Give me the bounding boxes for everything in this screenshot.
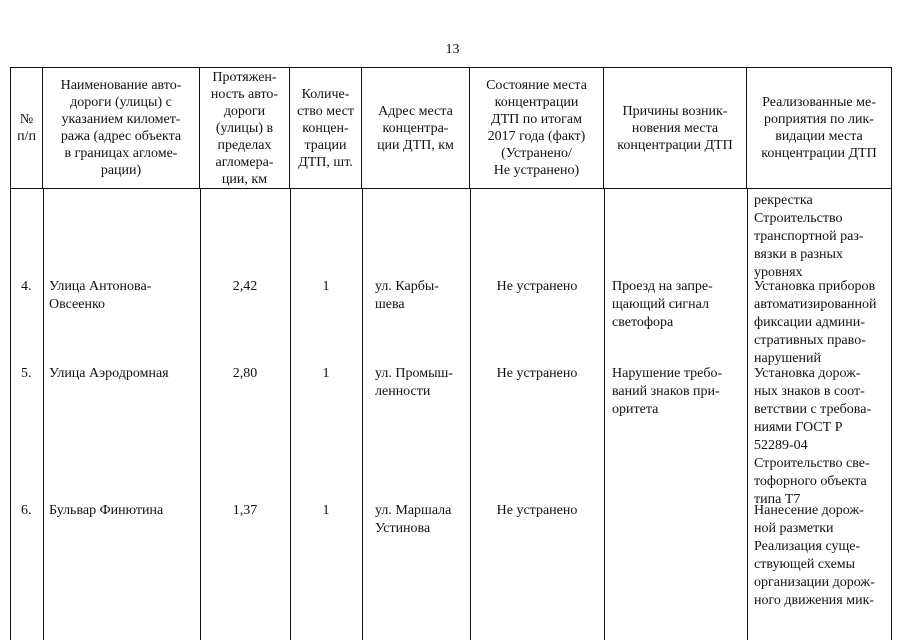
row-address: ул. Маршала Устинова — [375, 503, 452, 536]
row-reasons: Нарушение требо- ваний знаков при- оритета — [612, 366, 723, 417]
row-num: 4. — [21, 279, 32, 294]
row-state: Не устранено — [496, 503, 578, 518]
row-address: ул. Карбы- шева — [375, 279, 439, 312]
page-number: 13 — [445, 42, 460, 57]
row-state: Не устранено — [496, 279, 578, 294]
row-num: 6. — [21, 503, 32, 518]
row-state: Не устранено — [496, 366, 578, 381]
table-rule — [891, 189, 892, 640]
table-rule — [362, 189, 363, 640]
header-reasons: Причины возник- новения места концентрации ДТП — [604, 67, 747, 189]
row-count: 1 — [322, 366, 330, 381]
row-count: 1 — [322, 279, 330, 294]
header-state: Состояние места концентрации ДТП по итогам 2017 года (факт) (Устранено/ Не устранено) — [470, 67, 604, 189]
row-road-name: Улица Антонова- Овсеенко — [49, 279, 152, 312]
row-num: 5. — [21, 366, 32, 381]
header-num: № п/п — [10, 67, 43, 189]
table-rule — [43, 189, 44, 640]
row-count: 1 — [322, 503, 330, 518]
table-rule — [470, 189, 471, 640]
header-address: Адрес места концентра- ции ДТП, км — [362, 67, 470, 189]
row-length: 1,37 — [232, 503, 258, 518]
header-count: Количе- ство мест концен- трации ДТП, шт. — [290, 67, 362, 189]
row-length: 2,42 — [232, 279, 258, 294]
row-measures: Установка дорож- ных знаков в соот- ветствии с требова- ниями ГОСТ Р 52289-04 Строительство све- тофорного объекта типа Т7 — [754, 366, 872, 507]
table-rule — [200, 189, 201, 640]
table-rule — [10, 189, 11, 640]
table-rule — [604, 189, 605, 640]
header-measures: Реализованные ме- роприятия по лик- видации места концентрации ДТП — [747, 67, 892, 189]
table-rule — [290, 189, 291, 640]
header-name: Наименование авто- дороги (улицы) с указанием километ- ража (адрес объекта в границах агломе- рации) — [43, 67, 200, 189]
row-measures: Нанесение дорож- ной разметки Реализация суще- ствующей схемы организации дорож- ного движения мик- — [754, 503, 875, 608]
row-road-name: Улица Аэродромная — [49, 366, 169, 381]
row-address: ул. Промыш- ленности — [375, 366, 453, 399]
row-road-name: Бульвар Финютина — [49, 503, 164, 518]
header-length: Протяжен- ность авто- дороги (улицы) в пределах агломера- ции, км — [200, 67, 290, 189]
table-rule — [747, 189, 748, 640]
carryover-measures: рекрестка Строительство транспортной раз- вязки в разных уровнях — [754, 193, 864, 280]
row-reasons: Проезд на запре- щающий сигнал светофора — [612, 279, 713, 330]
row-length: 2,80 — [232, 366, 258, 381]
row-measures: Установка приборов автоматизированной фиксации админи- стративных право- нарушений — [754, 279, 877, 366]
